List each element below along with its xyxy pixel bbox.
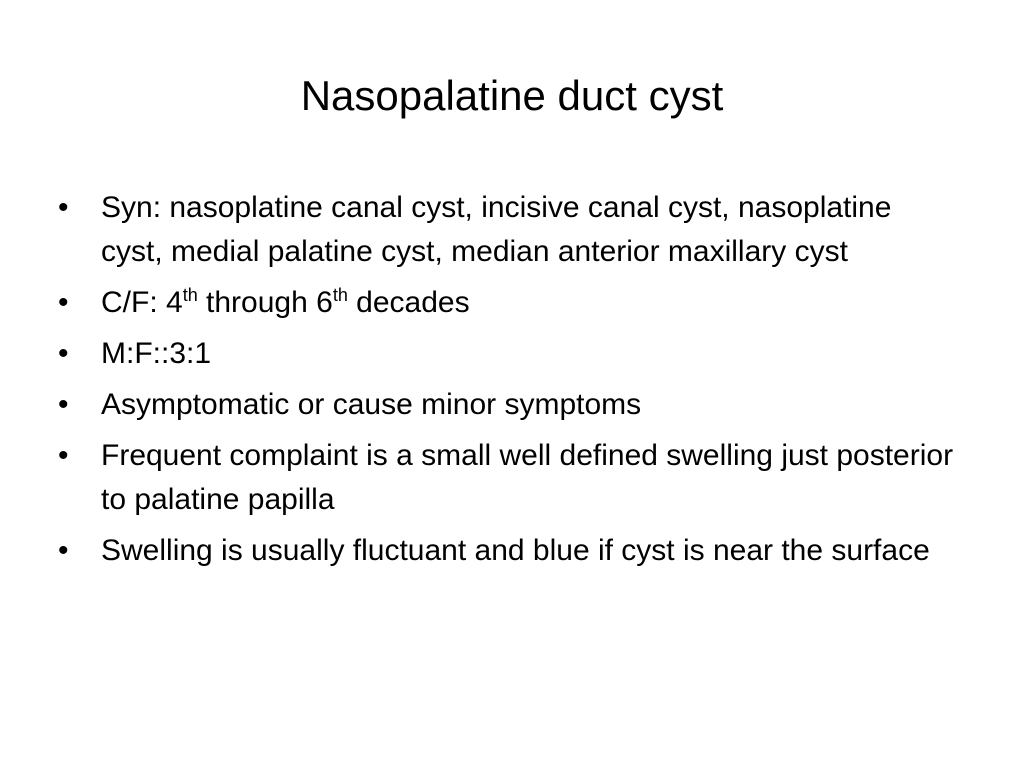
bullet-item-complaint <box>58 434 958 522</box>
ordinal-superscript: th <box>182 285 198 305</box>
bullet-text: Syn: nasoplatine canal cyst, incisive canal cyst, nasoplatine cyst, medial palatine cyst, median anterior maxillary cyst <box>101 191 892 268</box>
slide-title: Nasopalatine duct cyst <box>300 72 724 119</box>
bullet-point-icon: • <box>58 191 69 224</box>
bullet-item-sex-ratio <box>58 332 958 376</box>
bullet-list <box>58 186 958 580</box>
bullet-point-icon: • <box>58 337 69 370</box>
bullet-point-icon: • <box>58 388 69 421</box>
bullet-item-swelling <box>58 529 958 573</box>
bullet-item-symptoms <box>58 383 958 427</box>
bullet-point-icon: • <box>58 439 69 472</box>
bullet-text-middle: through 6 <box>197 286 333 319</box>
bullet-point-icon: • <box>58 534 69 567</box>
bullet-text-prefix: C/F: 4 <box>101 286 183 319</box>
bullet-text-suffix: decades <box>347 286 470 319</box>
bullet-text: Frequent complaint is a small well defined swelling just posterior to palatine papilla <box>101 439 954 516</box>
bullet-text: Asymptomatic or cause minor symptoms <box>101 388 642 421</box>
bullet-text <box>101 286 470 319</box>
bullet-item-clinical-features <box>58 281 958 325</box>
bullet-text: M:F::3:1 <box>101 337 212 370</box>
ordinal-superscript: th <box>332 285 348 305</box>
bullet-item-synonyms <box>58 186 958 274</box>
bullet-text: Swelling is usually fluctuant and blue if cyst is near the surface <box>101 534 930 567</box>
bullet-point-icon: • <box>58 286 69 319</box>
